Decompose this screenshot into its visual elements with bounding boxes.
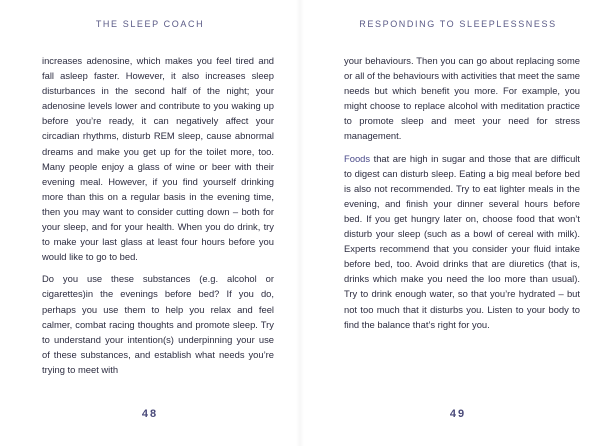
right-page-number: 49 (449, 408, 467, 420)
right-running-head: RESPONDING TO SLEEPLESSNESS (359, 19, 557, 29)
left-paragraph-2: Do you use these substances (e.g. alcohol or cigarettes)in the evenings before bed? If you do, perhaps you use them to help you relax and feel calmer, combat racing thoughts and promote sleep. Try to understand your intention(s) underpinning your use of these substances, and establish what needs you’re trying to meet with (42, 273, 274, 375)
left-running-head: THE SLEEP COACH (95, 19, 205, 29)
right-paragraph-2 (344, 151, 580, 332)
left-page-number: 48 (141, 408, 159, 420)
right-page (300, 0, 600, 446)
left-body-text (42, 53, 274, 377)
right-body-text (344, 53, 580, 332)
right-paragraph-2-text: that are high in sugar and those that are difficult to digest can disturb sleep. Eating a big meal before bed is also not recommended. Try to eat lighter meals in the evening, and finish your dinner several hours before bed. If you get hungry later on, choose food that won’t disturb your sleep (such as a bowl of cereal with milk). Experts recommend that you consider your fluid intake before bed, too. Avoid drinks that are diuretics (that is, drinks which make you need the loo more than usual). Try to drink enough water, so that you’re hydrated – but not too much that it disturbs you. Listen to your body to find the balance that’s right for you. (344, 152, 580, 330)
foods-keyword: Foods (344, 152, 371, 164)
left-paragraph-1: increases adenosine, which makes you feel tired and fall asleep faster. However, it also increases sleep disturbances in the second half of the night; your adenosine levels lower and contribute to you waking up before you’re ready, it can negatively affect your circadian rhythms, disturb REM sleep, cause abnormal dreams and make you get up for the toilet more, too. Many people enjoy a glass of wine or beer with their evening meal. However, if you find yourself drinking more than this on a regular basis in the evening time, then you may want to consider cutting down – both for your sleep, and for your health. When you do drink, try to make your last glass at least four hours before you would like to go to bed. (42, 55, 274, 263)
right-paragraph-1: your behaviours. Then you can go about replacing some or all of the behaviours with activities that meet the same needs but which benefit you more. For example, you might choose to replace alcohol with meditation practice to promote sleep and meet your need for stress management. (344, 55, 580, 142)
